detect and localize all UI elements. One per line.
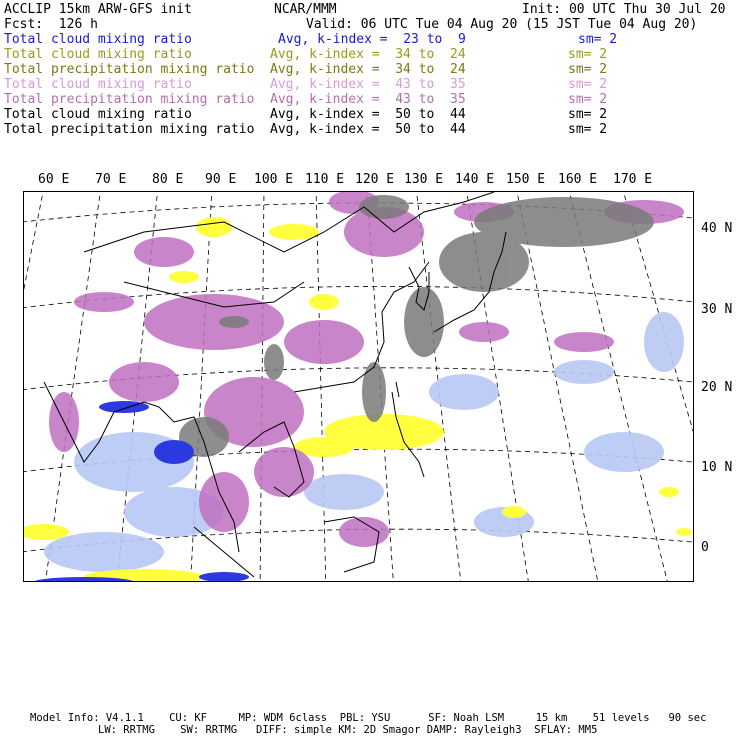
model-info-line-1: Model Info: V4.1.1 CU: KF MP: WDM 6class PBL: YSU SF: Noah LSM 15 km 51 levels 90 sec: [30, 712, 707, 724]
field-smoothing: sm= 2: [568, 62, 608, 77]
field-avg: Avg, k-index = 50 to 44: [270, 122, 466, 137]
lon-label: 170 E: [613, 172, 653, 187]
field-smoothing: sm= 2: [568, 47, 608, 62]
field-smoothing: sm= 2: [568, 77, 608, 92]
field-avg: Avg, k-index = 50 to 44: [270, 107, 466, 122]
field-avg: Avg, k-index = 34 to 24: [270, 47, 466, 62]
field-smoothing: sm= 2: [568, 122, 608, 137]
taiwan: [396, 382, 399, 397]
valid-time: Valid: 06 UTC Tue 04 Aug 20 (15 JST Tue 04 Aug 20): [306, 17, 698, 32]
model-info-line-2: LW: RRTMG SW: RRTMG DIFF: simple KM: 2D Smagor DAMP: Rayleigh3 SFLAY: MM5: [98, 724, 598, 736]
lat-label: 0: [701, 540, 709, 555]
lon-label: 80 E: [152, 172, 184, 187]
lon-label: 90 E: [205, 172, 237, 187]
field-smoothing: sm= 2: [578, 32, 618, 47]
meridian-170e: [622, 192, 694, 582]
forecast-map: [23, 191, 694, 582]
field-name: Total precipitation mixing ratio: [4, 92, 255, 107]
forecast-hour: Fcst: 126 h: [4, 17, 98, 32]
lon-label: 110 E: [305, 172, 345, 187]
lon-label: 70 E: [95, 172, 127, 187]
lon-label: 150 E: [506, 172, 546, 187]
field-name: Total precipitation mixing ratio: [4, 122, 255, 137]
field-avg: Avg, k-index = 34 to 24: [270, 62, 466, 77]
field-smoothing: sm= 2: [568, 92, 608, 107]
lon-label: 140 E: [455, 172, 495, 187]
lat-label: 30 N: [701, 302, 733, 317]
lat-label: 40 N: [701, 221, 733, 236]
field-name: Total cloud mixing ratio: [4, 77, 192, 92]
lon-label: 130 E: [404, 172, 444, 187]
field-smoothing: sm= 2: [568, 107, 608, 122]
org-label: NCAR/MMM: [274, 2, 337, 17]
field-name: Total cloud mixing ratio: [4, 47, 192, 62]
lat-label: 20 N: [701, 380, 733, 395]
field-name: Total cloud mixing ratio: [4, 107, 192, 122]
field-avg: Avg, k-index = 23 to 9: [278, 32, 466, 47]
lon-label: 60 E: [38, 172, 70, 187]
field-avg: Avg, k-index = 43 to 35: [270, 92, 466, 107]
meridian-160e: [568, 192, 670, 582]
map-canvas: [24, 192, 694, 582]
init-time: Init: 00 UTC Thu 30 Jul 20: [522, 2, 726, 17]
meridian-70e: [44, 192, 101, 582]
lat-label: 10 N: [701, 460, 733, 475]
meridian-60e: [24, 192, 44, 582]
model-title: ACCLIP 15km ARW-GFS init: [4, 2, 192, 17]
field-name: Total cloud mixing ratio: [4, 32, 192, 47]
lon-label: 160 E: [558, 172, 598, 187]
lon-label: 120 E: [355, 172, 395, 187]
field-avg: Avg, k-index = 43 to 35: [270, 77, 466, 92]
field-name: Total precipitation mixing ratio: [4, 62, 255, 77]
lon-label: 100 E: [254, 172, 294, 187]
